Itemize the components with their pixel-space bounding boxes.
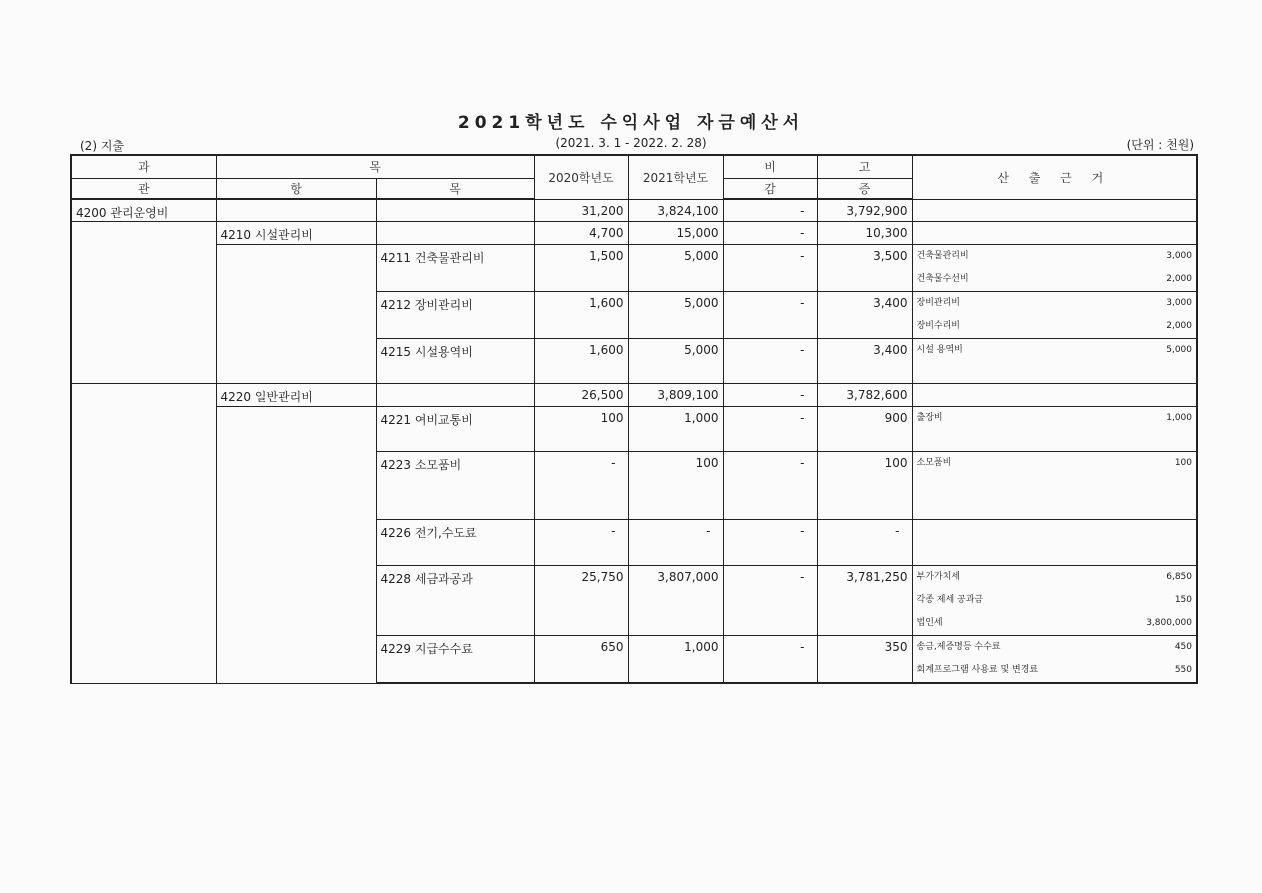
value-jeung: 350 [817, 636, 912, 684]
value-gam: - [723, 222, 817, 245]
value-jeung: 900 [817, 407, 912, 452]
header-mok-group: 목 [216, 155, 534, 178]
basis-cell [912, 452, 1197, 520]
table-row [71, 384, 1197, 407]
budget-table [70, 154, 1198, 684]
value-2021: 1,000 [628, 407, 723, 452]
basis-cell [912, 245, 1197, 292]
value-2020: 31,200 [534, 199, 628, 222]
header-2021: 2021학년도 [628, 155, 723, 199]
mok-cell: 4226 전기,수도료 [376, 520, 534, 566]
value-gam: - [723, 636, 817, 684]
mok-cell: 4221 여비교통비 [376, 407, 534, 452]
table-row [71, 222, 1197, 245]
value-2020: 650 [534, 636, 628, 684]
value-jeung: - [817, 520, 912, 566]
value-jeung: 3,792,900 [817, 199, 912, 222]
value-2021: 3,824,100 [628, 199, 723, 222]
value-2021: 15,000 [628, 222, 723, 245]
header-basis: 산 출 근 거 [912, 155, 1197, 199]
mok-cell: 4212 장비관리비 [376, 292, 534, 339]
header-hang: 항 [216, 178, 376, 199]
value-2020: 100 [534, 407, 628, 452]
value-gam: - [723, 520, 817, 566]
value-2021: 3,809,100 [628, 384, 723, 407]
basis-cell [912, 566, 1197, 636]
mok-cell: 4215 시설용역비 [376, 339, 534, 384]
value-2021: - [628, 520, 723, 566]
table-row [71, 407, 1197, 452]
basis-line: 출장비 1,000 [916, 413, 1192, 423]
mok-cell: 4211 건축물관리비 [376, 245, 534, 292]
basis-cell [912, 407, 1197, 452]
header-gwa: 과 [71, 155, 216, 178]
value-2021: 5,000 [628, 292, 723, 339]
basis-line: 건축물수선비 2,000 [916, 274, 1192, 284]
basis-line: 회계프로그램 사용료 및 변경료 550 [916, 665, 1192, 675]
header-mok: 목 [376, 178, 534, 199]
header-jeung: 증 [817, 178, 912, 199]
table-row [71, 199, 1197, 222]
budget-period: (2021. 3. 1 - 2022. 2. 28) [555, 136, 707, 150]
basis-line: 법인세 3,800,000 [916, 618, 1192, 628]
value-jeung: 3,781,250 [817, 566, 912, 636]
table-row [71, 245, 1197, 292]
value-2021: 5,000 [628, 339, 723, 384]
basis-line: 건축물관리비 3,000 [916, 251, 1192, 261]
value-2020: 25,750 [534, 566, 628, 636]
value-2020: 4,700 [534, 222, 628, 245]
hang-cell: 4210 시설관리비 [216, 222, 376, 245]
unit-label: (단위 : 천원) [1126, 138, 1194, 152]
basis-line: 송금,제증명등 수수료 450 [916, 642, 1192, 652]
header-2020: 2020학년도 [534, 155, 628, 199]
value-jeung: 3,782,600 [817, 384, 912, 407]
value-gam: - [723, 339, 817, 384]
basis-line: 시설 용역비 5,000 [916, 345, 1192, 355]
value-gam: - [723, 245, 817, 292]
value-2020: 1,500 [534, 245, 628, 292]
gwan-cell: 4200 관리운영비 [71, 199, 216, 222]
value-2021: 1,000 [628, 636, 723, 684]
document-title: 2021학년도 수익사업 자금예산서 [457, 113, 805, 133]
basis-line: 장비관리비 3,000 [916, 298, 1192, 308]
value-jeung: 3,400 [817, 339, 912, 384]
value-2020: - [534, 520, 628, 566]
mok-cell: 4223 소모품비 [376, 452, 534, 520]
basis-cell [912, 292, 1197, 339]
value-gam: - [723, 292, 817, 339]
basis-line: 각종 제세 공과금 150 [916, 595, 1192, 605]
value-jeung: 100 [817, 452, 912, 520]
value-gam: - [723, 384, 817, 407]
header-bigo-1: 비 [723, 155, 817, 178]
basis-cell [912, 636, 1197, 684]
value-gam: - [723, 407, 817, 452]
value-jeung: 3,400 [817, 292, 912, 339]
value-2020: 1,600 [534, 339, 628, 384]
value-2021: 3,807,000 [628, 566, 723, 636]
hang-cell: 4220 일반관리비 [216, 384, 376, 407]
value-2021: 5,000 [628, 245, 723, 292]
header-gam: 감 [723, 178, 817, 199]
mok-cell: 4228 세금과공과 [376, 566, 534, 636]
header-bigo-2: 고 [817, 155, 912, 178]
value-jeung: 3,500 [817, 245, 912, 292]
basis-cell [912, 339, 1197, 384]
value-2020: - [534, 452, 628, 520]
value-gam: - [723, 452, 817, 520]
value-2021: 100 [628, 452, 723, 520]
basis-line: 부가가치세 6,850 [916, 572, 1192, 582]
mok-cell: 4229 지급수수료 [376, 636, 534, 684]
value-gam: - [723, 199, 817, 222]
value-gam: - [723, 566, 817, 636]
value-2020: 1,600 [534, 292, 628, 339]
basis-line: 소모품비 100 [916, 458, 1192, 468]
value-2020: 26,500 [534, 384, 628, 407]
section-label: (2) 지출 [80, 139, 124, 153]
header-gwan: 관 [71, 178, 216, 199]
value-jeung: 10,300 [817, 222, 912, 245]
basis-line: 장비수리비 2,000 [916, 321, 1192, 331]
